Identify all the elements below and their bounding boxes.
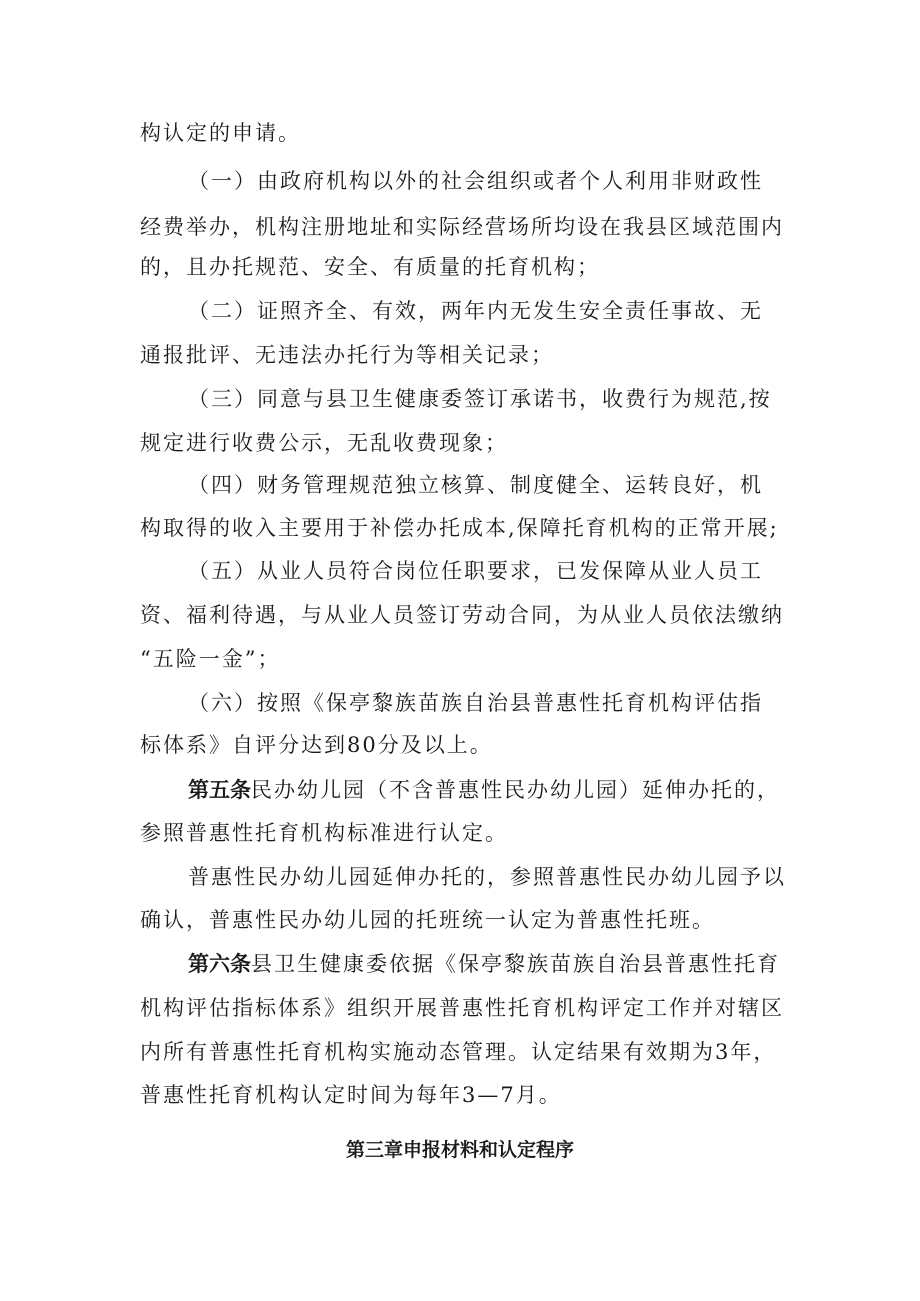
- text-line: 普惠性托育机构认定时间为每年3—7月。: [140, 1083, 562, 1107]
- text-line: 经费举办，机构注册地址和实际经营场所均设在我县区域范围内: [140, 215, 784, 239]
- text-line: （二）证照齐全、有效，两年内无发生安全责任事故、无: [188, 299, 763, 323]
- text-line: “五险一金”；: [140, 647, 281, 671]
- text-line: 普惠性民办幼儿园延伸办托的，参照普惠性民办幼儿园予以: [188, 865, 786, 889]
- article-5-label: 第五条: [188, 778, 251, 802]
- text-line: 规定进行收费公示，无乱收费现象；: [140, 431, 508, 455]
- article-5-line: [188, 775, 780, 805]
- text-line: 通报批评、无违法办托行为等相关记录；: [140, 343, 554, 367]
- text-line: （六）按照《保亭黎族苗族自治县普惠性托育机构评估指: [188, 691, 763, 715]
- text-line: （五）从业人员符合岗位任职要求，已发保障从业人员工: [188, 559, 763, 583]
- text-line: （四）财务管理规范独立核算、制度健全、运转良好，机: [188, 473, 763, 497]
- article-6-label: 第六条: [188, 952, 251, 976]
- text-line: 资、福利待遇，与从业人员签订劳动合同，为从业人员依法缴纳: [140, 603, 784, 627]
- text-line: 的，且办托规范、安全、有质量的托育机构；: [140, 255, 600, 279]
- text-line: 构取得的收入主要用于补偿办托成本,保障托育机构的正常开展;: [140, 516, 779, 540]
- text-line: 机构评估指标体系》组织开展普惠性托育机构评定工作并对辖区: [140, 996, 784, 1020]
- article-5-text: 民办幼儿园（不含普惠性民办幼儿园）延伸办托的，: [251, 778, 780, 802]
- text-line: 参照普惠性托育机构标准进行认定。: [140, 821, 508, 845]
- text-line: 构认定的申请。: [140, 121, 301, 145]
- article-6-line: [188, 949, 780, 979]
- chapter-heading: 第三章申报材料和认定程序: [345, 1139, 574, 1161]
- text-line: 标体系》自评分达到80分及以上。: [140, 733, 493, 757]
- text-line: （三）同意与县卫生健康委签订承诺书，收费行为规范,按: [188, 387, 772, 411]
- article-6-text: 县卫生健康委依据《保亭黎族苗族自治县普惠性托育: [251, 952, 780, 976]
- text-line: （一）由政府机构以外的社会组织或者个人利用非财政性: [188, 169, 763, 193]
- text-line: 内所有普惠性托育机构实施动态管理。认定结果有效期为3年，: [140, 1040, 777, 1064]
- text-line: 确认，普惠性民办幼儿园的托班统一认定为普惠性托班。: [140, 908, 715, 932]
